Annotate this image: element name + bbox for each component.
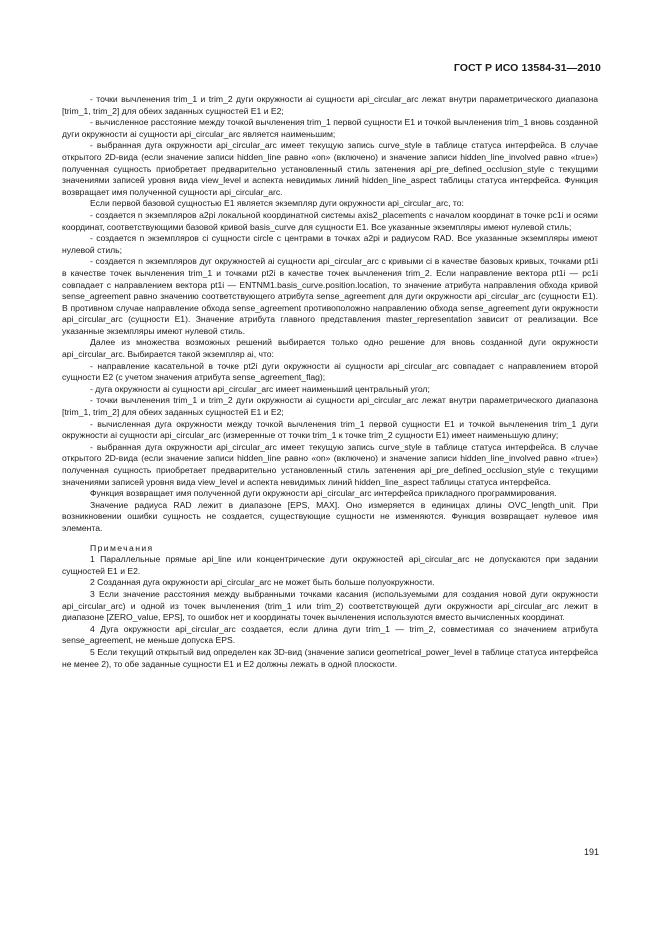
- paragraph: - создается n экземпляров дуг окружностей ai сущности api_circular_arc с кривыми ci в качестве базовых кривых, точками pt1i в качестве точек вычленения trim_1 и точками pt2i в качестве точек вычленения trim_2. Если направление вектора pt1i — pc1i совпадает с направлением вектора pt1i — ENTNM1.basis_curve.position.location, то значение атрибута направления обхода кривой sense_agreement равно значению соответствующего атрибута sense_agreement для дуги окружности api_circular_arc (сущности E1). В противном случае направление обхода sense_agreement противоположно направлению обхода sense_agreement дуги окружности api_circular_arc (сущности E1). Значение атрибута главного представления master_representation зависит от реализации. Все указанные экземпляры имеют нулевой стиль.: [62, 256, 598, 336]
- paragraph: Функция возвращает имя полученной дуги окружности api_circular_arc интерфейса прикладного программирования.: [90, 488, 557, 499]
- spacer: [62, 535, 598, 543]
- paragraph: Далее из множества возможных решений выбирается только одно решение для вновь созданной дуги окружности api_circular_arc. Выбирается такой экземпляр ai, что:: [62, 337, 598, 360]
- note-item: 1 Параллельные прямые api_line или концентрические дуги окружностей api_circular_arc не допускаются при задании сущностей E1 и E2.: [62, 554, 598, 576]
- paragraph: Если первой базовой сущностью E1 является экземпляр дуги окружности api_circular_arc, то:: [90, 198, 464, 209]
- page-body: [62, 94, 598, 670]
- paragraph: - вычисленное расстояние между точкой вычленения trim_1 первой сущности E1 и точкой вычленения trim_1 вновь созданной дуги окружности ai сущности api_circular_arc является наименьшим;: [62, 117, 598, 139]
- paragraph: Значение радиуса RAD лежит в диапазоне [EPS, MAX]. Оно измеряется в единицах длины OVC_length_unit. При возникновении ошибки сущность не создается, существующие сущности не изменяются. Функция возвращает нулевое имя элемента.: [62, 499, 598, 533]
- paragraph: - точки вычленения trim_1 и trim_2 дуги окружности ai сущности api_circular_arc лежат внутри параметрического диапазона [trim_1, trim_2] для обеих заданных сущностей E1 и E2;: [62, 395, 598, 418]
- paragraph: - создается n экземпляров a2pi локальной координатной системы axis2_placements с началом координат в точке pc1i и осями координат, соответствующими базовой кривой basis_curve для сущности E1. Все указанные экземпляры имеют нулевой стиль;: [62, 209, 598, 232]
- note-item: 5 Если текущий открытый вид определен как 3D-вид (значение записи geometrical_power_level в таблице статуса интерфейса не менее 2), то обе заданные сущности E1 и E2 должны лежать в одной плоскости.: [62, 646, 598, 669]
- paragraph: - вычисленная дуга окружности между точкой вычленения trim_1 первой сущности E1 и точкой вычленения trim_1 дуги окружности ai сущности api_circular_arc (измеренные от точки trim_1 к точке trim_2 сущности E1) имеет наименьшую длину;: [62, 418, 598, 441]
- paragraph: - точки вычленения trim_1 и trim_2 дуги окружности ai сущности api_circular_arc лежат внутри параметрического диапазона [trim_1, trim_2] для обеих заданных сущностей E1 и E2;: [62, 94, 598, 116]
- note-item: 2 Созданная дуга окружности api_circular_arc не может быть больше полуокружности.: [90, 577, 435, 588]
- paragraph: - выбранная дуга окружности api_circular_arc имеет текущую запись curve_style в таблице статуса интерфейса. В случае открытого 2D-вида (если значение записи hidden_line равно «on» (включено) и значение записи hidden_line_involved равно «true») полученная сущность приобретает предварительно установленный стиль затенения api_pre_defined_occlusion_style с текущими значениями записей уровня вида view_level и аспекта невидимых линий hidden_line_aspect таблицы статуса интерфейса.: [62, 441, 598, 487]
- paragraph: - выбранная дуга окружности api_circular_arc имеет текущую запись curve_style в таблице статуса интерфейса. В случае открытого 2D-вида (если значение записи hidden_line равно «on» (включено) и значение записи hidden_line_involved равно «true») полученная сущность приобретает предварительно установленный стиль затенения api_pre_defined_occlusion_style с текущими значениями записей уровня вида view_level и аспекта невидимых линий hidden_line_aspect таблицы статуса интерфейса. Функция возвращает имя полученной сущности api_circular_arc.: [62, 140, 598, 197]
- page-number: 191: [583, 847, 599, 857]
- paragraph: - дуга окружности ai сущности api_circular_arc имеет наименьший центральный угол;: [90, 383, 430, 394]
- notes-title: Примечания: [90, 542, 154, 553]
- note-item: 3 Если значение расстояния между выбранными точками касания (используемыми для создания новой дуги окружности api_circular_arc) и одной из точек вычленения (trim_1 или trim_2) соответствующей дуги окружности api_circular_arc лежит в диапазоне [ZERO_value, EPS], то ошибок нет и координаты точек вычленения используются вместо вычисленных координат.: [62, 588, 598, 623]
- document-header: ГОСТ Р ИСО 13584-31—2010: [453, 62, 601, 74]
- paragraph: - направление касательной в точке pt2i дуги окружности ai сущности api_circular_arc совпадает с направлением второй сущности E2 (с учетом значения атрибута sense_agreement_flag);: [62, 360, 598, 383]
- paragraph: - создается n экземпляров ci сущности circle с центрами в точках a2pi и радиусом RAD. Все указанные экземпляры имеют нулевой стиль;: [62, 233, 598, 255]
- note-item: 4 Дуга окружности api_circular_arc создается, если длина дуги trim_1 — trim_2, совместимая со значением атрибута sense_agreement, не меньше допуска EPS.: [62, 623, 598, 646]
